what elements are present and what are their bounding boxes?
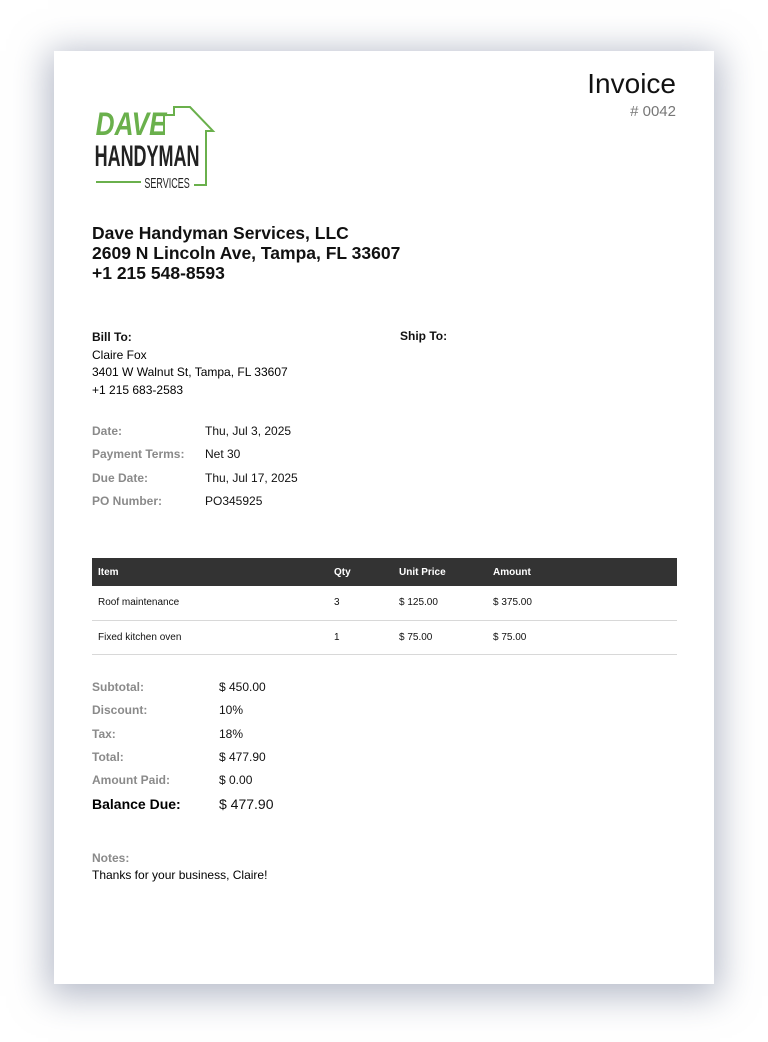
cell-qty: 1: [334, 631, 340, 643]
header-item: Item: [98, 566, 119, 578]
logo-text-services: SERVICES: [144, 174, 190, 191]
totals-row-total: [92, 750, 274, 773]
meta-label: Due Date:: [92, 470, 149, 485]
totals-value: $ 477.90: [219, 749, 266, 764]
totals-row-amount-paid: [92, 773, 274, 796]
line-items-table: [92, 558, 677, 655]
totals-row-subtotal: [92, 680, 274, 703]
ship-to-label: Ship To:: [400, 329, 448, 343]
bill-to-phone: +1 215 683-2583: [92, 382, 184, 397]
table-header: [92, 558, 677, 586]
table-row: [92, 586, 677, 621]
totals-section: [92, 680, 274, 822]
bill-to-label: Bill To:: [92, 330, 132, 344]
totals-label: Amount Paid:: [92, 773, 170, 788]
bill-to-address: 3401 W Walnut St, Tampa, FL 33607: [92, 365, 288, 379]
balance-due-row: [92, 796, 274, 822]
balance-due-value: $ 477.90: [219, 796, 274, 813]
meta-label: Date:: [92, 424, 123, 438]
bill-to-name: Claire Fox: [92, 347, 147, 362]
totals-value: $ 450.00: [219, 680, 266, 694]
cell-unit-price: $ 75.00: [399, 631, 433, 643]
cell-item: Roof maintenance: [98, 597, 180, 609]
invoice-page: [54, 51, 714, 984]
company-name: Dave Handyman Services, LLC: [92, 223, 349, 243]
logo-text-dave: DAVE: [95, 107, 167, 143]
invoice-number: # 0042: [630, 103, 676, 120]
totals-value: 10%: [219, 703, 244, 718]
totals-row-tax: [92, 727, 274, 750]
cell-item: Fixed kitchen oven: [98, 631, 182, 643]
meta-row-due-date: [92, 471, 298, 494]
meta-row-date: [92, 424, 298, 447]
meta-value: Net 30: [205, 447, 241, 462]
meta-label: Payment Terms:: [92, 447, 185, 462]
meta-row-payment-terms: [92, 447, 298, 470]
table-row: [92, 621, 677, 656]
totals-value: $ 0.00: [219, 773, 253, 788]
company-info: [92, 223, 400, 283]
meta-value: Thu, Jul 3, 2025: [205, 424, 292, 438]
cell-qty: 3: [334, 597, 340, 609]
company-address: 2609 N Lincoln Ave, Tampa, FL 33607: [92, 243, 401, 263]
invoice-title: Invoice: [587, 68, 676, 99]
totals-label: Tax:: [92, 726, 116, 741]
cell-amount: $ 375.00: [493, 597, 532, 609]
meta-value: Thu, Jul 17, 2025: [205, 470, 298, 485]
header-unit-price: Unit Price: [399, 566, 446, 578]
logo-text-handyman: HANDYMAN: [94, 140, 200, 174]
header-amount: Amount: [493, 566, 531, 578]
meta-value: PO345925: [205, 493, 263, 508]
totals-row-discount: [92, 703, 274, 726]
meta-row-po-number: [92, 494, 298, 517]
company-logo: [94, 101, 219, 191]
notes-section: [92, 850, 267, 884]
totals-value: 18%: [219, 726, 244, 741]
ship-to-section: [400, 329, 447, 343]
header-qty: Qty: [334, 566, 351, 578]
balance-due-label: Balance Due:: [92, 796, 181, 813]
totals-label: Discount:: [92, 703, 148, 718]
notes-text: Thanks for your business, Claire!: [92, 868, 268, 882]
notes-label: Notes:: [92, 851, 130, 865]
cell-amount: $ 75.00: [493, 631, 527, 643]
company-phone: +1 215 548-8593: [92, 263, 225, 283]
totals-label: Total:: [92, 749, 124, 764]
invoice-meta: [92, 424, 298, 517]
meta-label: PO Number:: [92, 493, 163, 508]
cell-unit-price: $ 125.00: [399, 597, 438, 609]
bill-to-section: [92, 329, 288, 399]
totals-label: Subtotal:: [92, 680, 144, 694]
